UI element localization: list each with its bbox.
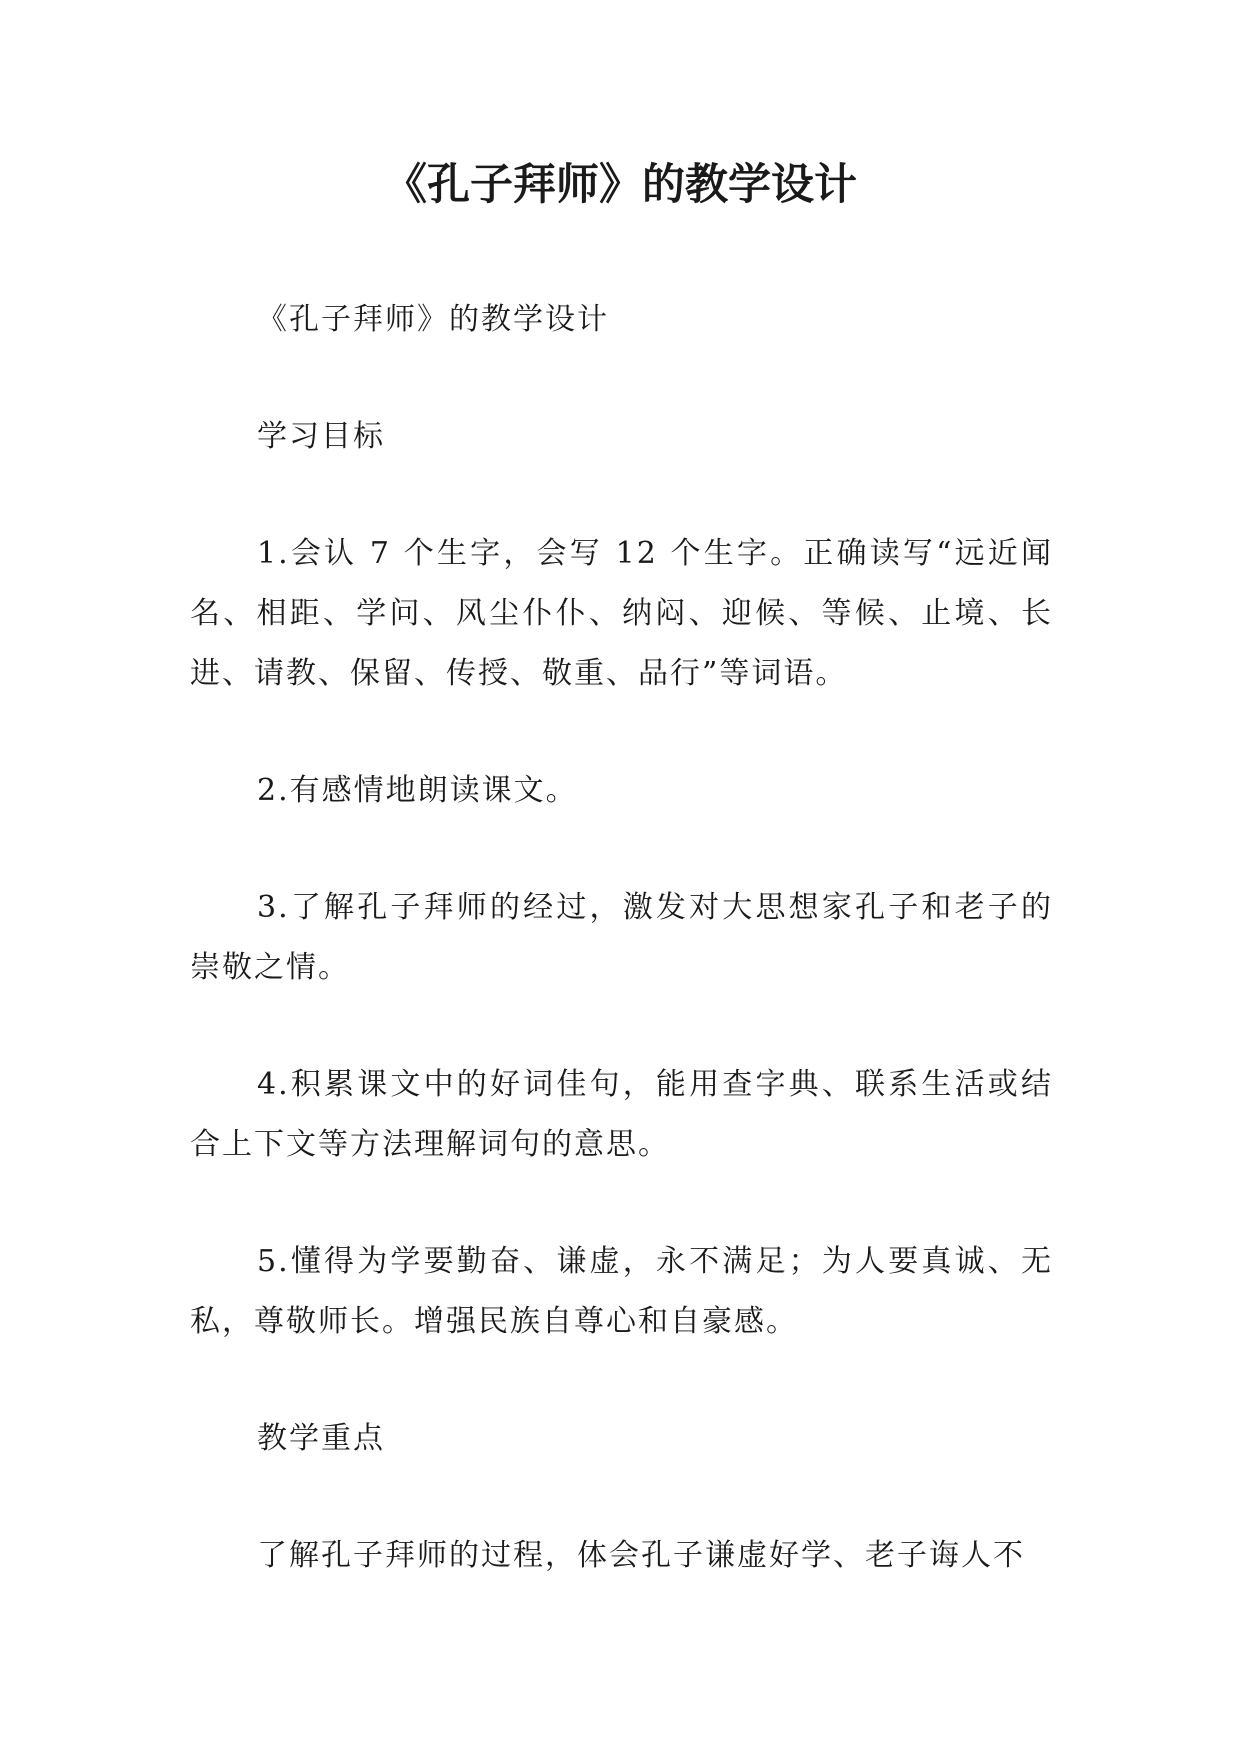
document-subtitle: 《孔子拜师》的教学设计: [257, 302, 609, 337]
document-title: 《孔子拜师》的教学设计: [384, 160, 857, 210]
objective-item-5: 5.懂得为学要勤奋、谦虚，永不满足；为人要真诚、无私，尊敬师长。增强民族自尊心和自豪感。: [190, 1244, 1053, 1339]
objective-item-1: 1.会认 7 个生字，会写 12 个生字。正确读写“远近闻名、相距、学问、风尘仆仆、纳闷、迎候、等候、止境、长进、请教、保留、传授、敬重、品行”等词语。: [190, 536, 1053, 691]
document-body: [190, 290, 1053, 1643]
objective-item-2: 2.有感情地朗读课文。: [257, 773, 578, 808]
section-heading-objectives: 学习目标: [257, 419, 385, 454]
section-heading-key-points: 教学重点: [257, 1421, 385, 1456]
objective-item-4: 4.积累课文中的好词佳句，能用查字典、联系生活或结合上下文等方法理解词句的意思。: [190, 1067, 1053, 1162]
key-points-paragraph: 了解孔子拜师的过程，体会孔子谦虚好学、老子诲人不: [257, 1538, 1025, 1573]
objective-item-3: 3.了解孔子拜师的经过，激发对大思想家孔子和老子的崇敬之情。: [190, 890, 1053, 985]
